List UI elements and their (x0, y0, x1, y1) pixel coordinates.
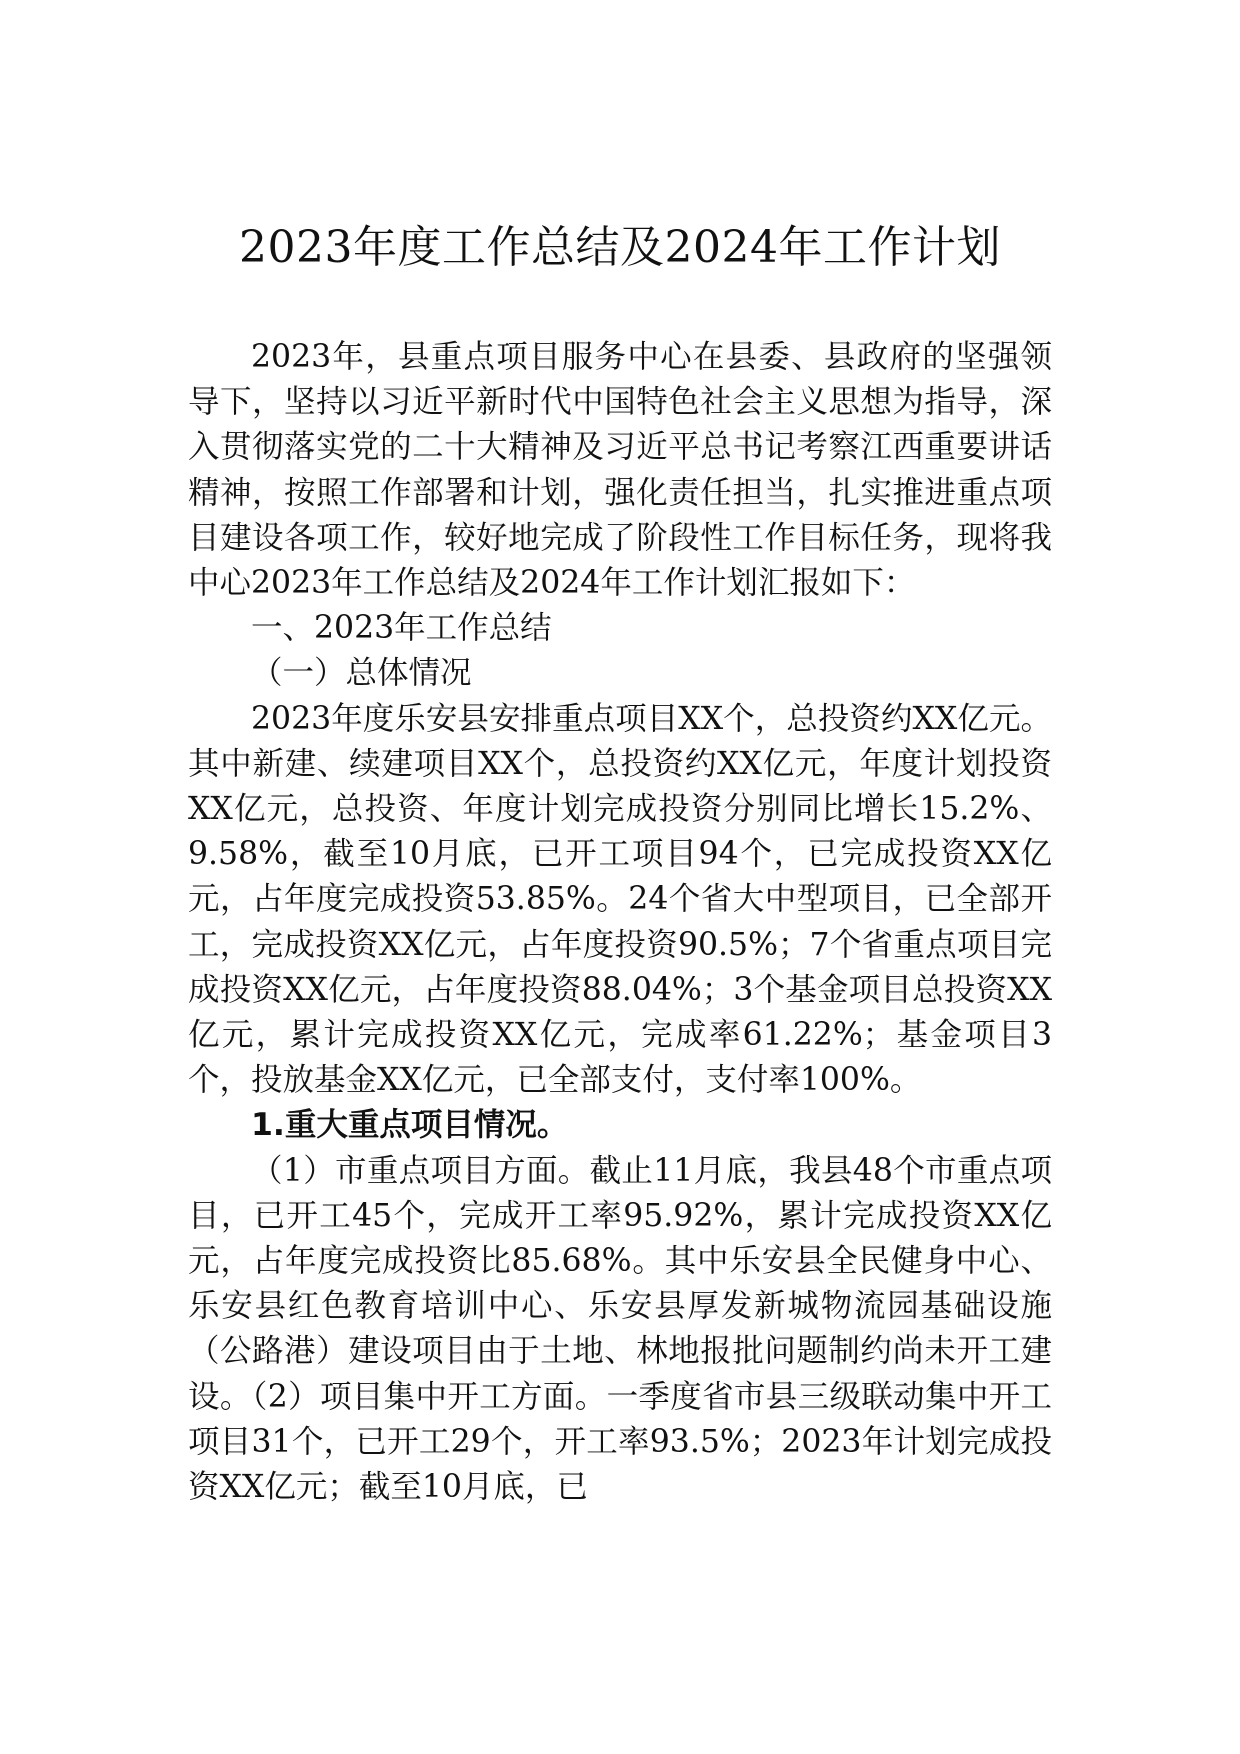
document-title: 2023年度工作总结及2024年工作计划 (239, 222, 1001, 273)
key-projects-paragraph: （1）市重点项目方面。截止11月底，我县48个市重点项目，已开工45个，完成开工率95.92%，累计完成投资XX亿元，占年度完成投资比85.68%。其中乐安县全民健身中心、乐安县红色教育培训中心、乐安县厚发新城物流园基础设施（公路港）建设项目由于土地、林地报批问题制约尚未开工建设。（2）项目集中开工方面。一季度省市县三级联动集中开工项目31个，已开工29个，开工率93.5%；2023年计划完成投资XX亿元；截至10月底，已 (188, 1152, 1052, 1506)
subsection-heading-overview: （一）总体情况 (251, 655, 472, 692)
document-body (188, 335, 1052, 1510)
intro-paragraph: 2023年，县重点项目服务中心在县委、县政府的坚强领导下，坚持以习近平新时代中国特色社会主义思想为指导，深入贯彻落实党的二十大精神及习近平总书记考察江西重要讲话精神，按照工作部署和计划，强化责任担当，扎实推进重点项目建设各项工作，较好地完成了阶段性工作目标任务，现将我中心2023年工作总结及2024年工作计划汇报如下： (188, 339, 1052, 602)
point-heading-key-projects: 1.重大重点项目情况。 (251, 1107, 569, 1144)
section-heading-summary: 一、2023年工作总结 (251, 610, 552, 647)
overview-paragraph: 2023年度乐安县安排重点项目XX个，总投资约XX亿元。其中新建、续建项目XX个，总投资约XX亿元，年度计划投资XX亿元，总投资、年度计划完成投资分别同比增长15.2%、9.58%，截至10月底，已开工项目94个，已完成投资XX亿元，占年度完成投资53.85%。24个省大中型项目，已全部开工，完成投资XX亿元，占年度投资90.5%；7个省重点项目完成投资XX亿元，占年度投资88.04%；3个基金项目总投资XX亿元，累计完成投资XX亿元，完成率61.22%；基金项目3个，投放基金XX亿元，已全部支付，支付率100%。 (188, 700, 1052, 1099)
